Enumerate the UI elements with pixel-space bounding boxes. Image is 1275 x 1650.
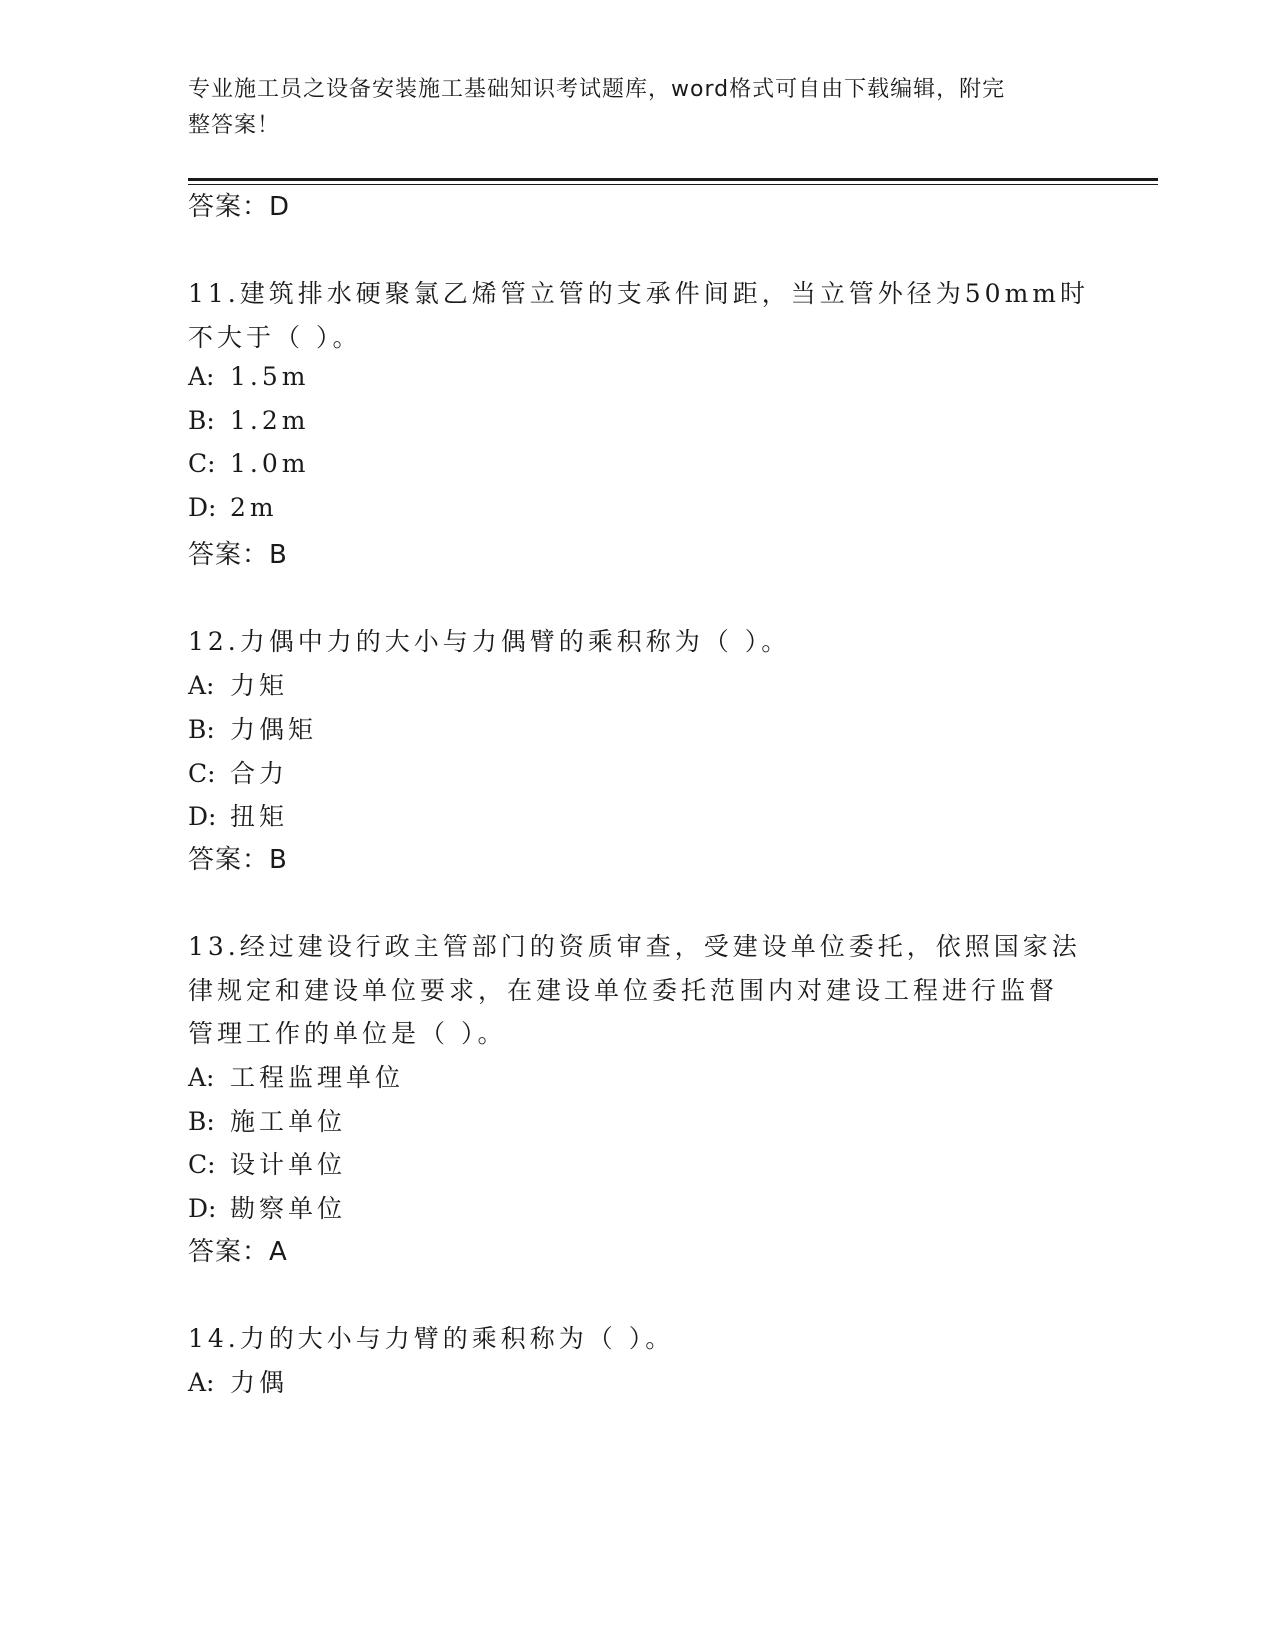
option-text: 勘察单位 (230, 1194, 347, 1223)
option-text: 力偶 (230, 1368, 289, 1397)
option-b (188, 406, 309, 435)
question-stem: 12.力偶中力的大小与力偶臂的乘积称为（ ）。 (188, 627, 791, 656)
option-text: 1.2m (230, 406, 310, 435)
option-text: 力偶矩 (230, 715, 318, 744)
option-text: 设计单位 (230, 1150, 347, 1179)
option-label: D: (188, 802, 217, 831)
option-b (188, 1102, 346, 1138)
option-text: 1.5m (230, 362, 310, 391)
answer-line: 答案：B (188, 540, 288, 570)
option-label: C: (188, 759, 216, 788)
option-text: 力矩 (230, 671, 289, 700)
option-text: 工程监理单位 (230, 1063, 405, 1092)
option-a (188, 362, 309, 391)
question-stem: 13.经过建设行政主管部门的资质审查，受建设单位委托，依照国家法 (188, 932, 1081, 961)
option-b (188, 710, 317, 746)
question-stem: 14.力的大小与力臂的乘积称为（ ）。 (188, 1324, 675, 1353)
question-stem: 律规定和建设单位要求，在建设单位委托范围内对建设工程进行监督 (188, 976, 1059, 1005)
option-label: C: (188, 1150, 216, 1179)
header-divider-thick (188, 178, 1158, 181)
option-label: A: (188, 671, 215, 700)
question-stem: 不大于（ ）。 (188, 323, 362, 352)
option-d (188, 797, 288, 833)
option-text: 1.0m (230, 449, 310, 478)
option-a (188, 1058, 404, 1094)
header-line-2: 整答案！ (188, 113, 281, 138)
option-label: D: (188, 1194, 217, 1223)
option-label: B: (188, 1107, 215, 1136)
option-label: C: (188, 449, 216, 478)
option-text: 扭矩 (230, 802, 289, 831)
option-label: D: (188, 493, 217, 522)
option-text: 2m (230, 493, 278, 522)
option-a (188, 1363, 288, 1399)
option-text: 施工单位 (230, 1107, 347, 1136)
question-stem: 11.建筑排水硬聚氯乙烯管立管的支承件间距，当立管外径为50mm时 (188, 279, 1089, 308)
option-c (188, 449, 309, 478)
option-text: 合力 (230, 759, 289, 788)
option-label: A: (188, 1063, 215, 1092)
option-c (188, 754, 288, 790)
header-divider-thin (188, 184, 1158, 185)
option-label: A: (188, 1368, 215, 1397)
option-d (188, 493, 278, 522)
header-line-1: 专业施工员之设备安装施工基础知识考试题库，word格式可自由下载编辑，附完 (188, 77, 1006, 102)
option-d (188, 1189, 346, 1225)
answer-line: 答案：D (188, 192, 291, 222)
option-label: B: (188, 406, 215, 435)
answer-line: 答案：B (188, 845, 288, 875)
question-stem: 管理工作的单位是（ ）。 (188, 1019, 507, 1048)
option-c (188, 1145, 346, 1181)
answer-line: 答案：A (188, 1237, 288, 1267)
option-label: A: (188, 362, 215, 391)
option-a (188, 666, 288, 702)
option-label: B: (188, 715, 215, 744)
document-header (188, 72, 1068, 144)
